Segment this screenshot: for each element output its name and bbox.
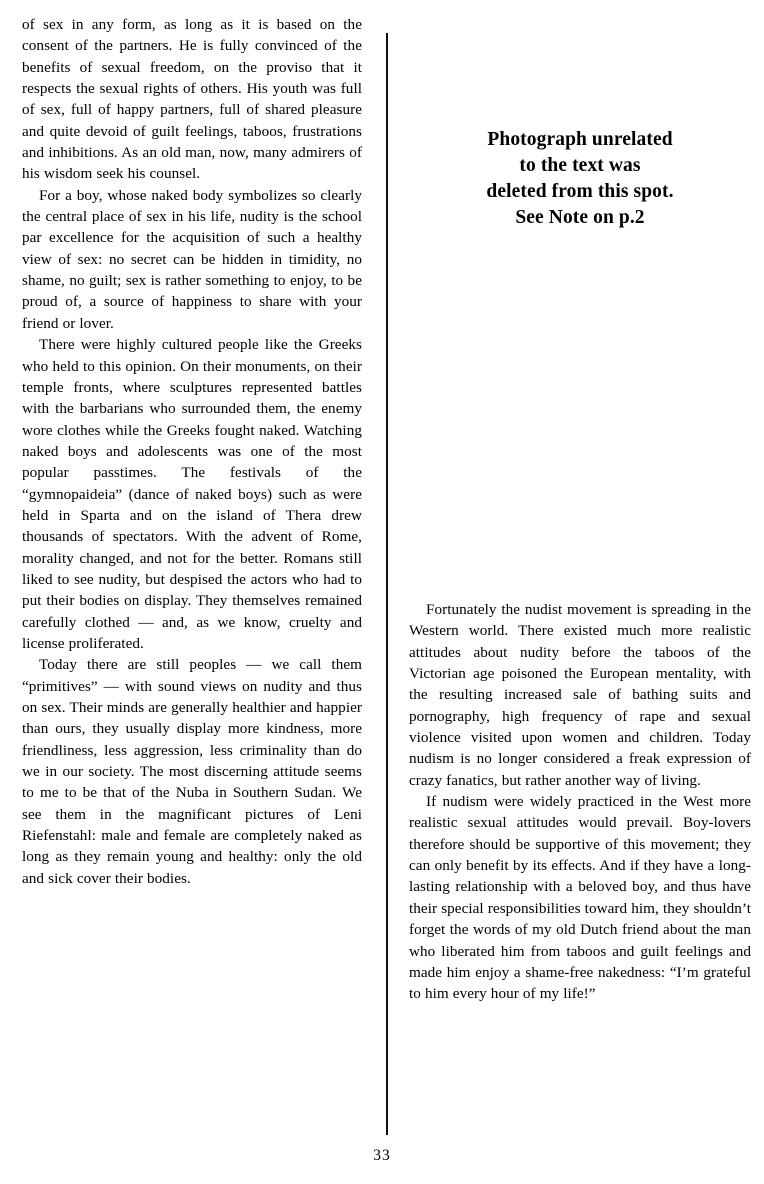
paragraph: of sex in any form, as long as it is based on the consent of the partners. He is fully convinced of the benefits of sexual freedom, on the proviso that it respects the sexual rights of others. His youth was full of sex, full of happy partners, full of shared pleasure and quite devoid of guilt feelings, taboos, frustrations and inhibitions. As an old man, now, many admirers of his wisdom seek his counsel. [22, 16, 362, 183]
left-text-column [22, 14, 362, 889]
right-text-column [409, 14, 751, 1005]
paragraph: For a boy, whose naked body symbolizes so clearly the central place of sex in his life, nudity is the school par excellence for the acquisition of such a healthy view of sex: no secret can be hidden in timidity, no shame, no guilt; sex is rather something to enjoy, to be proud of, a source of happiness to share with your friend or lover. [22, 186, 362, 332]
paragraph: Today there are still peoples — we call them “primitives” — with sound views on nudity and thus on sex. Their minds are generally healthier and happier than ours, they usually display more kindness, more friendliness, less aggression, less criminality than do we in our society. The most discerning attitude seems to me to be that of the Nuba in Southern Sudan. We see them in the magnificant pictures of Leni Riefenstahl: male and female are completely naked as long as they remain young and healthy: only the old and sick cover their bodies. [22, 656, 362, 887]
paragraph: Fortunately the nudist movement is spreading in the Western world. There existed much more realistic attitudes about nudity before the taboos of the Victorian age poisoned the European mentality, with the resulting increased sale of bathing suits and pornography, high frequency of rape and sexual violence visited upon women and children. Today nudism is no longer considered a freak expression of crazy fanatics, but rather another way of living. [409, 601, 751, 789]
column-divider-rule [386, 33, 388, 1135]
notice-line: to the text was [519, 155, 641, 176]
page-number: 33 [373, 1147, 391, 1164]
paragraph: If nudism were widely practiced in the West more realistic sexual attitudes would prevail. Boy-lovers therefore should be supportive of this movement; they can only benefit by its effects. And if they have a long-lasting relationship with a beloved boy, and thus have their special responsibilities toward him, they shouldn’t forget the words of my old Dutch friend about the man who liberated him from taboos and guilt feelings and made him enjoy a shame-free nakedness: “I’m grateful to him every hour of my life!” [409, 793, 751, 1003]
notice-line: See Note on p.2 [515, 207, 645, 228]
deleted-photograph-notice [409, 14, 751, 231]
notice-line: deleted from this spot. [486, 181, 674, 202]
deleted-photograph-area [409, 231, 751, 599]
paragraph: There were highly cultured people like the Greeks who held to this opinion. On their monuments, on their temple fronts, where sculptures represented battles with the barbarians who surrounded them, the enemy wore clothes while the Greeks fought naked. Watching naked boys and adolescents was one of the most popular passtimes. The festivals of the “gymnopaideia” (dance of naked boys) such as were held in Sparta and on the island of Thera drew thousands of spectators. With the advent of Rome, morality changed, and not for the better. Romans still liked to see nudity, but despised the actors who had to put their bodies on display. They themselves remained carefully clothed — and, as we know, cruelty and license proliferated. [22, 336, 362, 652]
notice-line: Photograph unrelated [487, 129, 673, 150]
